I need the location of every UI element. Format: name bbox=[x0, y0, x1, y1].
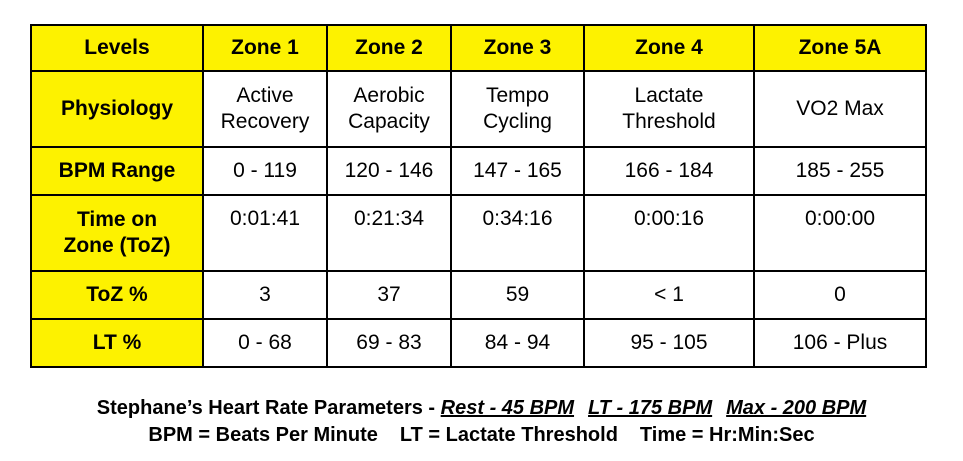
cell-lt-zone-2: 69 - 83 bbox=[327, 319, 451, 367]
cell-physiology-zone-2: Aerobic Capacity bbox=[327, 71, 451, 147]
cell-lt-zone-1: 0 - 68 bbox=[203, 319, 327, 367]
header-zone-5a: Zone 5A bbox=[754, 25, 926, 71]
header-zone-4: Zone 4 bbox=[584, 25, 754, 71]
cell-tozp-zone-5a: 0 bbox=[754, 271, 926, 319]
cell-physiology-zone-3: Tempo Cycling bbox=[451, 71, 584, 147]
cell-toz-zone-1: 0:01:41 bbox=[203, 195, 327, 271]
row-label-lt-percent: LT % bbox=[31, 319, 203, 367]
max-bpm: Max - 200 BPM bbox=[726, 397, 867, 419]
cell-tozp-zone-4: < 1 bbox=[584, 271, 754, 319]
cell-lt-zone-4: 95 - 105 bbox=[584, 319, 754, 367]
legend-bpm: BPM = Beats Per Minute bbox=[148, 424, 378, 446]
parameters-label: Stephane’s Heart Rate Parameters - bbox=[96, 397, 441, 419]
cell-lt-zone-3: 84 - 94 bbox=[451, 319, 584, 367]
row-label-bpm-range: BPM Range bbox=[31, 147, 203, 195]
row-label-time-on-zone: Time on Zone (ToZ) bbox=[31, 195, 203, 271]
cell-bpm-zone-5a: 185 - 255 bbox=[754, 147, 926, 195]
bpm-range-row bbox=[31, 147, 926, 195]
header-levels: Levels bbox=[31, 25, 203, 71]
lt-bpm: LT - 175 BPM bbox=[588, 397, 713, 419]
header-zone-2: Zone 2 bbox=[327, 25, 451, 71]
cell-bpm-zone-4: 166 - 184 bbox=[584, 147, 754, 195]
toz-percent-row bbox=[31, 271, 926, 319]
cell-toz-zone-4: 0:00:16 bbox=[584, 195, 754, 271]
cell-toz-zone-5a: 0:00:00 bbox=[754, 195, 926, 271]
cell-tozp-zone-3: 59 bbox=[451, 271, 584, 319]
cell-bpm-zone-1: 0 - 119 bbox=[203, 147, 327, 195]
rest-bpm: Rest - 45 BPM bbox=[440, 397, 575, 419]
row-label-physiology: Physiology bbox=[31, 71, 203, 147]
lt-percent-row bbox=[31, 319, 926, 367]
heart-rate-zones-table bbox=[30, 24, 927, 368]
physiology-row bbox=[31, 71, 926, 147]
legend-time: Time = Hr:Min:Sec bbox=[639, 424, 815, 446]
row-label-toz-percent: ToZ % bbox=[31, 271, 203, 319]
header-zone-1: Zone 1 bbox=[203, 25, 327, 71]
cell-tozp-zone-1: 3 bbox=[203, 271, 327, 319]
cell-bpm-zone-3: 147 - 165 bbox=[451, 147, 584, 195]
cell-physiology-zone-1: Active Recovery bbox=[203, 71, 327, 147]
legend-lt: LT = Lactate Threshold bbox=[399, 424, 618, 446]
cell-tozp-zone-2: 37 bbox=[327, 271, 451, 319]
cell-physiology-zone-5a: VO2 Max bbox=[754, 71, 926, 147]
header-row bbox=[31, 25, 926, 71]
legend-line bbox=[0, 423, 963, 447]
cell-physiology-zone-4: Lactate Threshold bbox=[584, 71, 754, 147]
cell-toz-zone-2: 0:21:34 bbox=[327, 195, 451, 271]
cell-toz-zone-3: 0:34:16 bbox=[451, 195, 584, 271]
header-zone-3: Zone 3 bbox=[451, 25, 584, 71]
cell-bpm-zone-2: 120 - 146 bbox=[327, 147, 451, 195]
heart-rate-parameters-line bbox=[0, 396, 963, 420]
time-on-zone-row bbox=[31, 195, 926, 271]
cell-lt-zone-5a: 106 - Plus bbox=[754, 319, 926, 367]
